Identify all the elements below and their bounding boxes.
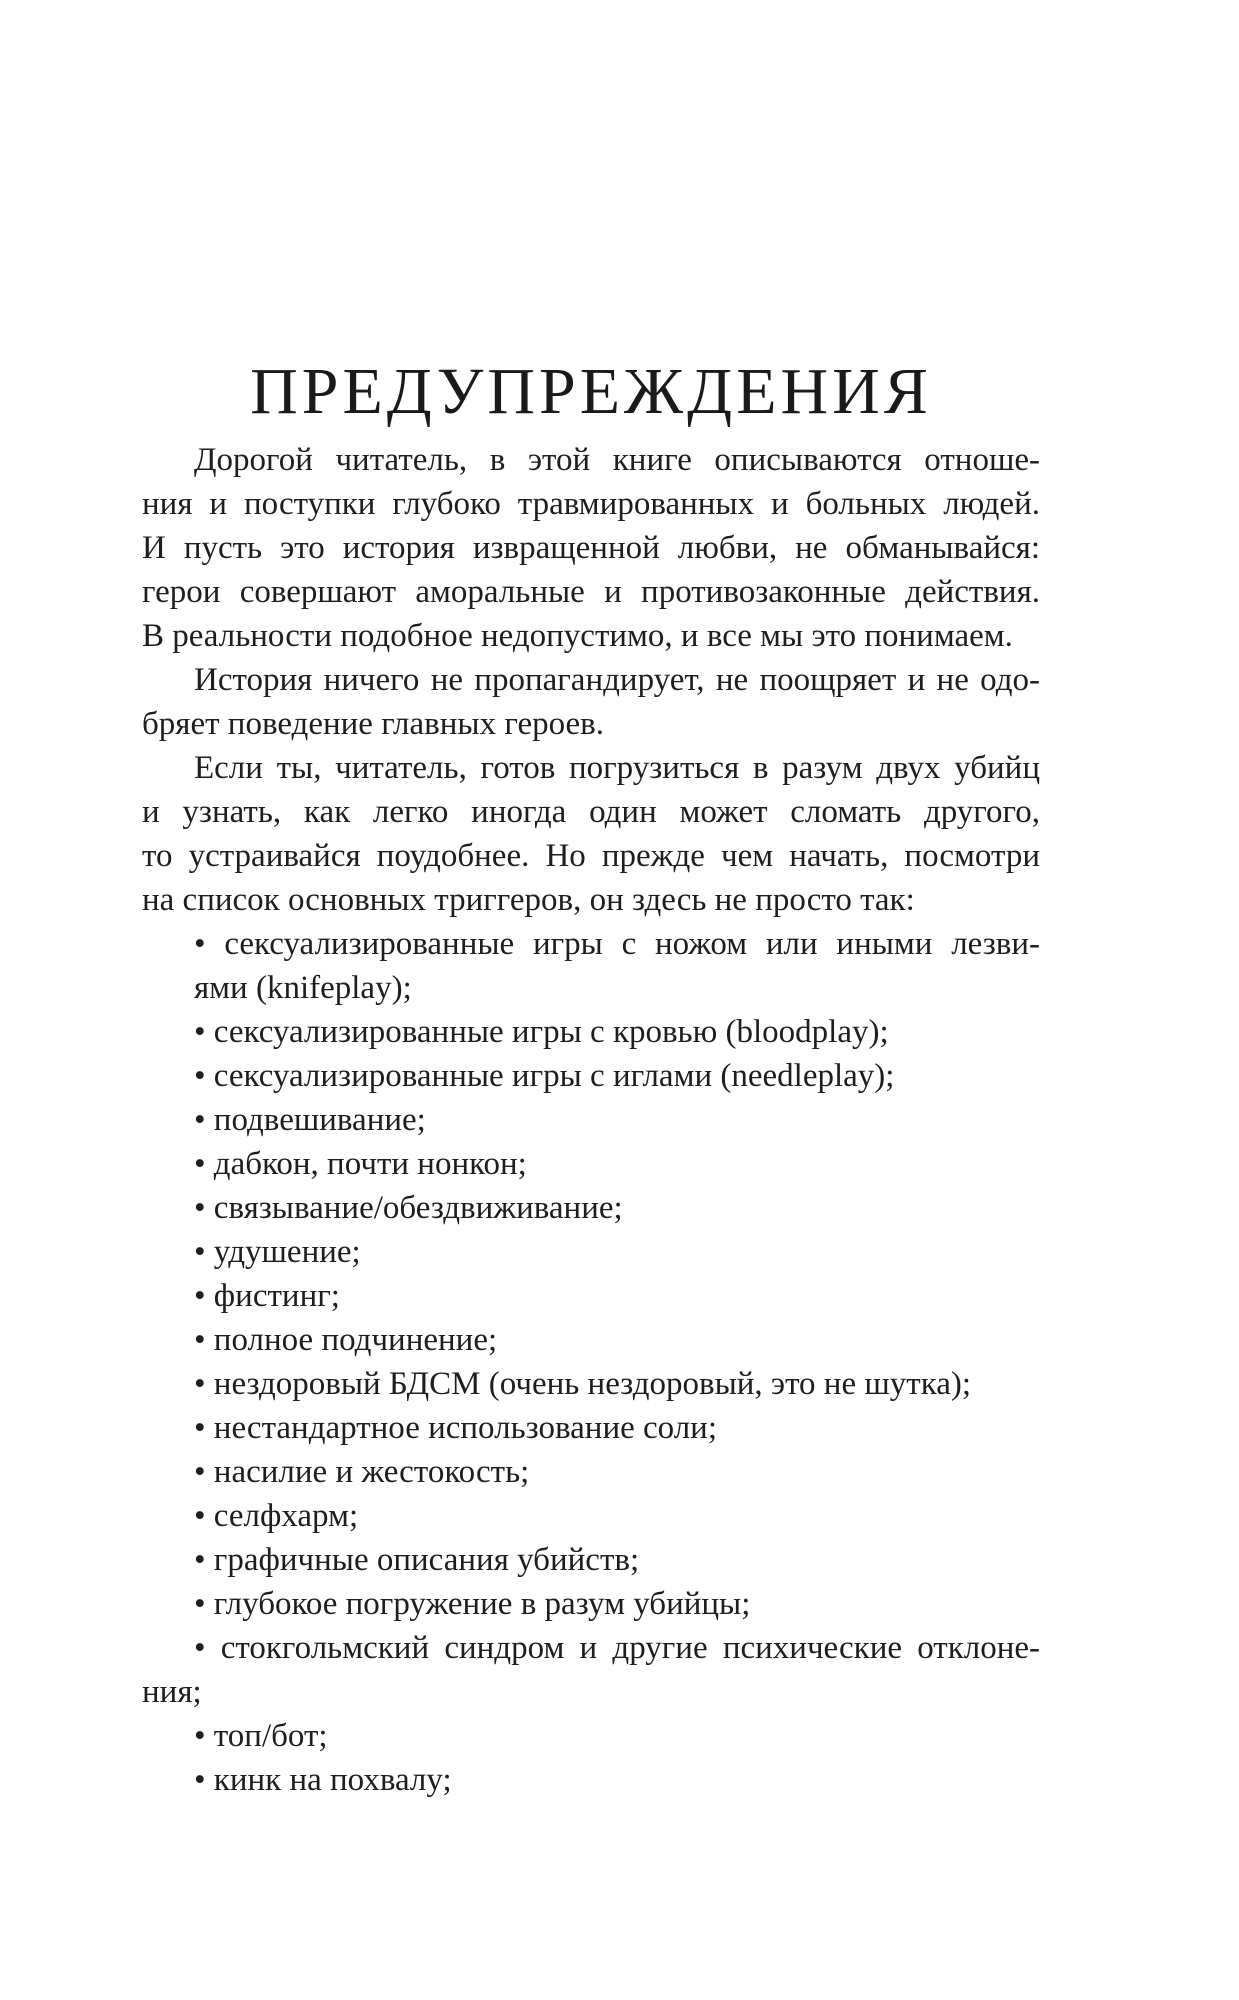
list-item: • топ/бот;: [194, 1718, 328, 1754]
text-line: герои совершают аморальные и противозаконные действия.: [142, 574, 1040, 610]
list-item-continuation: ния;: [142, 1674, 202, 1710]
text-line: то устраивайся поудобнее. Но прежде чем начать, посмотри: [142, 838, 1040, 874]
text-line: Дорогой читатель, в этой книге описываются отноше-: [194, 442, 1040, 478]
list-item: • нестандартное использование соли;: [194, 1410, 718, 1446]
paragraph-1: [142, 438, 1040, 658]
list-item: • глубокое погружение в разум убийцы;: [194, 1586, 751, 1622]
page-body: [142, 352, 1040, 1802]
list-item: • сексуализированные игры с кровью (bloodplay);: [194, 1014, 889, 1050]
list-item: • графичные описания убийств;: [194, 1542, 640, 1578]
text-line: ния и поступки глубоко травмированных и больных людей.: [142, 486, 1040, 522]
list-item: • сексуализированные игры с ножом или иными лезви-: [194, 926, 1040, 962]
text-line: И пусть это история извращенной любви, не обманывайся:: [142, 530, 1040, 566]
text-line: на список основных триггеров, он здесь не просто так:: [142, 882, 915, 918]
list-item: • подвешивание;: [194, 1102, 426, 1138]
list-item: • фистинг;: [194, 1278, 340, 1314]
list-item: • полное подчинение;: [194, 1322, 498, 1358]
text-line: История ничего не пропагандирует, не поощряет и не одо-: [194, 662, 1040, 698]
list-item: • связывание/обездвиживание;: [194, 1190, 623, 1226]
list-item: • стокгольмский синдром и другие психические отклоне-: [194, 1630, 1040, 1666]
list-item: • насилие и жестокость;: [194, 1454, 530, 1490]
list-item: • удушение;: [194, 1234, 361, 1270]
list-item: • селфхарм;: [194, 1498, 359, 1534]
text-line: и узнать, как легко иногда один может сломать другого,: [142, 794, 1040, 830]
list-item-continuation: ями (knifeplay);: [194, 970, 412, 1006]
list-item: • кинк на похвалу;: [194, 1762, 452, 1798]
page-title: ПРЕДУПРЕЖДЕНИЯ: [250, 355, 932, 428]
text-line: В реальности подобное недопустимо, и все мы это понимаем.: [142, 618, 1013, 654]
paragraph-2: [142, 658, 1040, 746]
text-line: Если ты, читатель, готов погрузиться в разум двух убийц: [194, 750, 1040, 786]
list-item: • дабкон, почти нонкон;: [194, 1146, 527, 1182]
trigger-list: [142, 922, 1040, 1802]
list-item: • нездоровый БДСМ (очень нездоровый, это не шутка);: [194, 1366, 972, 1402]
text-line: бряет поведение главных героев.: [142, 706, 604, 742]
list-item: • сексуализированные игры с иглами (needleplay);: [194, 1058, 895, 1094]
paragraph-3: [142, 746, 1040, 922]
